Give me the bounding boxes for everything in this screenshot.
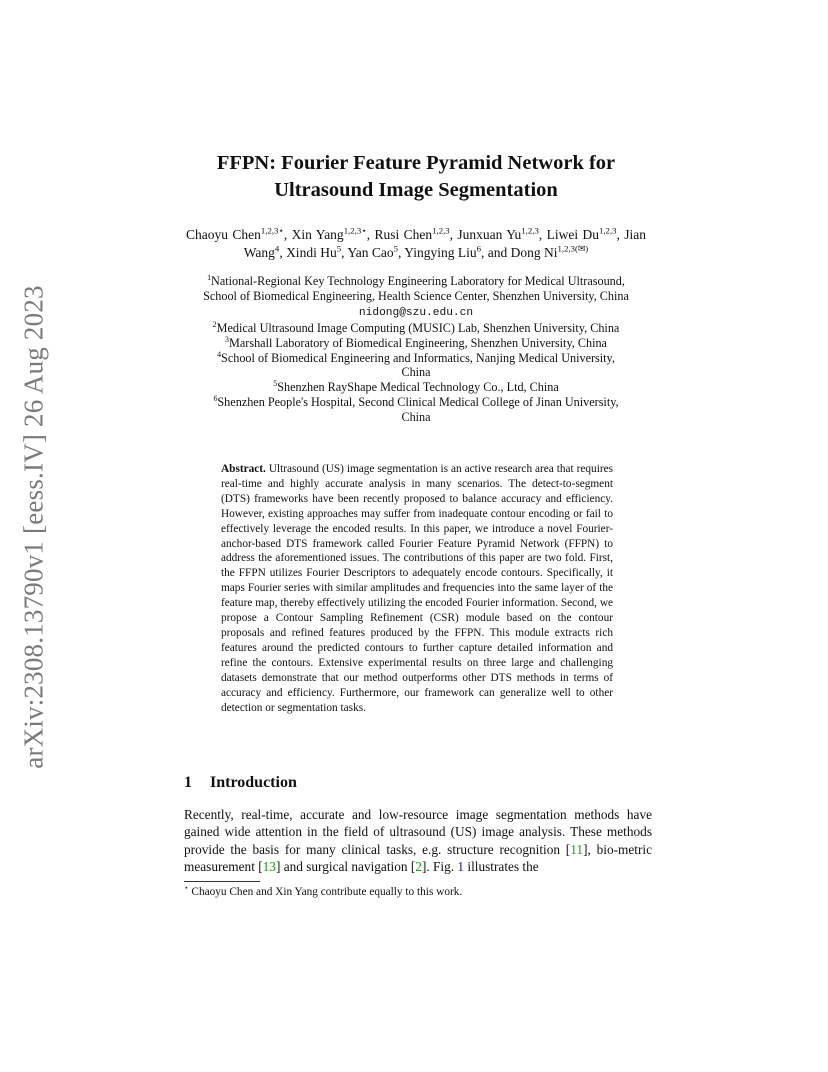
author-name: , Yingying Liu [397, 244, 477, 260]
intro-text: illustrates the [464, 858, 539, 874]
intro-text: Recently, real-time, accurate and low-resource image segmentation methods have gained wide attention in the field of ultrasound (US) image analysis. These methods provide the basis for many clinical tasks, e.g. structure recognition [ [184, 807, 652, 857]
paper-title [160, 150, 672, 204]
author-name: , Junxuan Yu [449, 227, 522, 242]
intro-paragraph [184, 806, 652, 875]
affiliation-number: 4 [217, 349, 222, 359]
arxiv-stamp [12, 282, 56, 772]
citation-link[interactable]: 13 [262, 858, 276, 874]
affiliation-text: School of Biomedical Engineering and Informatics, Nanjing Medical University, [221, 350, 615, 365]
figure-link[interactable]: 1 [457, 858, 465, 874]
affiliation-line: China [401, 365, 431, 380]
citation-link[interactable]: 2 [415, 858, 422, 874]
corresponding-email[interactable]: nidong@szu.edu.cn [358, 306, 474, 319]
author-sup: 1,2,3(✉) [557, 243, 589, 253]
intro-text: ] and surgical navigation [ [275, 858, 416, 874]
affiliation-line [160, 351, 672, 366]
email-line[interactable] [160, 304, 672, 321]
affiliation-number: 3 [225, 334, 230, 344]
affiliation-line [160, 274, 672, 289]
affiliation-text: National-Regional Key Technology Engineering Laboratory for Medical Ultrasound, [211, 274, 625, 288]
author-sup: 1,2,3 [598, 225, 617, 236]
citation-link[interactable]: 11 [570, 841, 584, 857]
affiliation-line [160, 395, 672, 410]
title-line-2: Ultrasound Image Segmentation [274, 179, 558, 201]
affiliation-line [160, 336, 672, 351]
affiliation-number: 2 [212, 319, 217, 329]
section-heading [184, 774, 297, 792]
author-name: , Jian Wang [243, 227, 647, 260]
intro-text: ], bio-metric measurement [ [184, 841, 652, 874]
affiliation-number: 5 [273, 379, 278, 389]
affiliation-number: 1 [207, 272, 212, 282]
affiliation-line: China [401, 410, 431, 425]
author-name: , Xin Yang [283, 227, 344, 242]
author-name: , Xindi Hu [279, 244, 337, 260]
author-name: , Liwei Du [538, 227, 599, 242]
footnote-mark: ⋆ [184, 883, 189, 893]
affiliations [160, 274, 672, 425]
footnote [184, 883, 463, 898]
author-sup: 4 [274, 243, 280, 253]
abstract [221, 462, 613, 715]
affiliation-text: Marshall Laboratory of Biomedical Engineering, Shenzhen University, China [229, 335, 607, 350]
affiliation-text: Medical Ultrasound Image Computing (MUSIC) Lab, Shenzhen University, China [216, 320, 620, 335]
author-sup: 5 [393, 243, 398, 253]
affiliation-line [160, 321, 672, 336]
author-name: , and Dong Ni [481, 244, 558, 260]
section-number: 1 [184, 774, 192, 791]
section-title: Introduction [210, 774, 297, 791]
intro-text: ]. Fig. [421, 858, 458, 874]
affiliation-text: Shenzhen People's Hospital, Second Clinical Medical College of Jinan University, [217, 395, 619, 410]
footnote-text: Chaoyu Chen and Xin Yang contribute equally to this work. [188, 886, 463, 898]
author-name: , Yan Cao [341, 244, 394, 260]
author-list [186, 226, 646, 261]
author-sup: 1,2,3⋆ [343, 225, 367, 236]
title-line-1: FFPN: Fourier Feature Pyramid Network for [216, 152, 616, 174]
arxiv-id: arXiv:2308.13790v1 [eess.IV] 26 Aug 2023 [18, 285, 49, 769]
footnote-rule [184, 881, 260, 882]
affiliation-line: School of Biomedical Engineering, Health Science Center, Shenzhen University, China [203, 288, 629, 303]
author-sup: 5 [336, 243, 342, 253]
author-sup: 1,2,3 [521, 225, 539, 236]
author-sup: 1,2,3 [432, 225, 450, 236]
affiliation-number: 6 [213, 394, 218, 404]
affiliation-text: Shenzhen RayShape Medical Technology Co., Ltd, China [277, 380, 559, 395]
abstract-label: Abstract. [221, 463, 266, 475]
author-name: Chaoyu Chen [186, 227, 261, 242]
affiliation-line [160, 380, 672, 395]
author-sup: 6 [476, 243, 482, 253]
author-sup: 1,2,3⋆ [260, 225, 284, 236]
author-name: , Rusi Chen [366, 227, 433, 242]
abstract-text: Ultrasound (US) image segmentation is an active research area that requires real-time and highly accurate analysis in many scenarios. The detect-to-segment (DTS) frameworks have been recently proposed to balance accuracy and efficiency. However, existing approaches may suffer from inadequate contour encoding or fail to effectively leverage the encoded results. In this paper, we introduce a novel Fourier-anchor-based DTS framework called Fourier Feature Pyramid Network (FFPN) to address the aforementioned issues. The contributions of this paper are two fold. First, the FFPN utilizes Fourier Descriptors to adequately encode contours. Specifically, it maps Fourier series with similar amplitudes and frequencies into the same layer of the feature map, thereby effectively utilizing the encoded Fourier information. Second, we propose a Contour Sampling Refinement (CSR) module based on the contour proposals and refined features produced by the FFPN. This module extracts rich features around the predicted contours to further capture detailed information and refine the contours. Extensive experimental results on three large and challenging datasets demonstrate that our method outperforms other DTS methods in terms of accuracy and efficiency. Furthermore, our framework can generalize well to other detection or segmentation tasks. [221, 463, 614, 714]
